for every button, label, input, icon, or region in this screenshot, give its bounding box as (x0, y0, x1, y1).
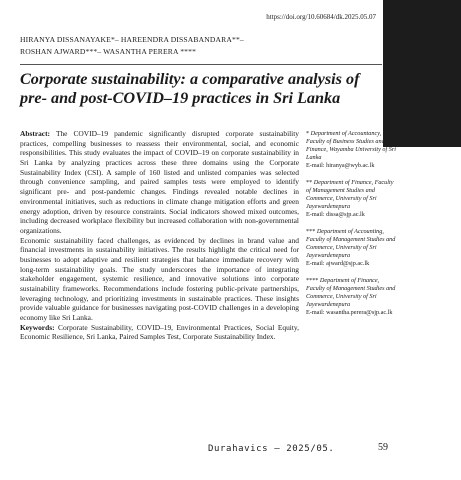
note-affiliation: Department of Finance, Faculty of Management Studies and Commerce, University of Sri Jayewardenepura (306, 178, 394, 211)
note-email[interactable]: E-mail: wasantha.perera@sjp.ac.lk (306, 309, 393, 317)
keywords-text: Corporate Sustainability, COVID–19, Environmental Practices, Social Equity, Economic Resilience, Sri Lanka, Paired Samples Test, Corporate Sustainability Index. (20, 322, 299, 342)
abstract-paragraph-1 (20, 129, 299, 236)
note-affiliation: Department of Accounting, Faculty of Management Studies and Commerce, University of Sri Jayewardenepura (306, 227, 396, 260)
keywords-label: Keywords: (20, 322, 55, 332)
author-line-1: HIRANYA DISSANAYAKE*– HAREENDRA DISSABANDARA**– (20, 35, 244, 44)
abstract-paragraph-2: Economic sustainability faced challenges, as evidenced by declines in brand value and financial investments in sustainability initiatives. The results highlight the critical need for businesses to adopt adaptive and resilient strategies that balance immediate recovery with long-term sustainability goals. The study underscores the importance of integrating stakeholder engagement, systemic resilience, and innovative solutions into corporate sustainability frameworks. Recommendations include fostering public-private partnerships, leveraging technology, and prioritizing investments in sustainable practices. These insights provide valuable guidance for businesses navigating post-COVID challenges in a developing economy like Sri Lanka. (20, 235, 299, 323)
note-marker: **** (306, 276, 319, 284)
note-affiliation: Department of Accountancy, Faculty of Business Studies and Finance, Wayamba University of Sri Lanka (306, 130, 396, 162)
note-marker: *** (306, 227, 316, 235)
note-marker: ** (306, 178, 313, 186)
journal-reference: Durahavics – 2025/05. (208, 444, 335, 454)
note-email[interactable]: E-mail: hiranya@wyb.ac.lk (306, 162, 375, 170)
note-affiliation: Department of Finance, Faculty of Management Studies and Commerce, University of Sri Jayewardenepura (306, 276, 396, 309)
author-line-2: ROSHAN AJWARD***– WASANTHA PERERA **** (20, 46, 197, 56)
author-list (20, 34, 320, 57)
note-email[interactable]: E-mail: ajward@sjp.ac.lk (306, 260, 370, 268)
author-note (306, 179, 396, 219)
corner-block (383, 0, 461, 147)
abstract-label: Abstract: (20, 129, 51, 138)
article-title: Corporate sustainability: a comparative analysis of pre- and post-COVID–19 practices in Sri Lanka (20, 70, 360, 108)
keywords-paragraph (20, 323, 299, 342)
author-note (306, 130, 396, 170)
page-number: 59 (378, 442, 388, 453)
header-divider (20, 64, 382, 65)
doi-link[interactable]: https://doi.org/10.60684/dk.2025.05.07 (266, 13, 376, 21)
author-note (306, 228, 396, 268)
affiliation-notes (306, 130, 396, 326)
author-note (306, 277, 396, 317)
abstract-section (20, 129, 299, 342)
note-email[interactable]: E-mail: dissa@sjp.ac.lk (306, 211, 365, 219)
abstract-text-1: The COVID–19 pandemic significantly disrupted corporate sustainability practices, compelling businesses to reassess their environmental, social, and economic responsibilities. This study evaluates the impact of COVID–19 on corporate sustainability in Sri Lanka by analyzing practices across these three domains using the Corporate Sustainability Index (CSI). A sample of 160 listed and unlisted companies was selected through convenience sampling, and paired samples tests were employed to identify significant pre- and post-pandemic changes. Findings revealed notable declines in environmental initiatives, such as reductions in climate change mitigation efforts and green energy adoption, driven by resource constraints. Social indicators showed mixed outcomes, including decreased workplace flexibility but increased collaboration with non-governmental organizations. (20, 129, 300, 235)
note-marker: * (306, 130, 310, 137)
